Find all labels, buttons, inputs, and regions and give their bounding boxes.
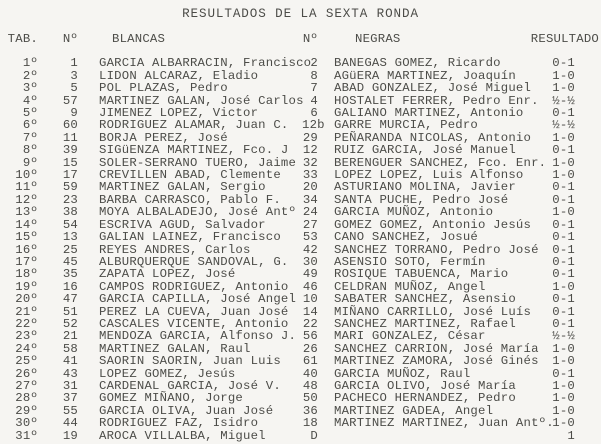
cell-black-player: MARTINEZ ZAMORA, José Ginés bbox=[334, 354, 539, 369]
cell-table-number: 4º bbox=[22, 93, 38, 108]
cell-black-number: 10 bbox=[302, 292, 318, 307]
cell-black-player: GALIANO MARTINEZ, Antonio bbox=[334, 106, 524, 121]
col-header-table: TAB. bbox=[7, 32, 38, 46]
cell-result: 0-1 bbox=[552, 304, 575, 319]
cell-table-number: 22º bbox=[15, 316, 38, 331]
cell-black-number: 6 bbox=[310, 106, 318, 121]
cell-white-number: 5 bbox=[70, 81, 78, 96]
cell-white-player: SOLER-SERRANO TUERO, Jaime bbox=[99, 155, 297, 170]
cell-white-player: JIMENEZ LOPEZ, Victor bbox=[99, 106, 259, 121]
cell-table-number: 25º bbox=[15, 354, 38, 369]
cell-black-number: 27 bbox=[302, 217, 318, 232]
cell-result: 1-0 bbox=[552, 68, 575, 83]
cell-table-number: 27º bbox=[15, 378, 38, 393]
cell-table-number: 9º bbox=[22, 155, 38, 170]
cell-white-number: 45 bbox=[62, 254, 78, 269]
cell-black-number: 18 bbox=[302, 416, 318, 431]
col-header-result: RESULTADO bbox=[530, 32, 599, 46]
cell-black-number: 49 bbox=[302, 267, 318, 282]
cell-white-number: 51 bbox=[62, 304, 78, 319]
table-row bbox=[0, 194, 601, 206]
cell-black-number: 24 bbox=[302, 205, 318, 220]
cell-black-player bbox=[334, 430, 521, 442]
cell-white-player: GARCIA CAPILLA, José Angel bbox=[99, 292, 297, 307]
cell-result: ½-½ bbox=[552, 93, 575, 108]
cell-black-number: 14 bbox=[302, 304, 318, 319]
table-row bbox=[0, 417, 601, 429]
cell-black-number: 46 bbox=[302, 279, 318, 294]
cell-result: 1 bbox=[567, 428, 575, 443]
cell-black-number: 56 bbox=[302, 329, 318, 344]
cell-result: 0-1 bbox=[552, 180, 575, 195]
table-row bbox=[0, 256, 601, 268]
cell-white-player: ESCRIVA AGUD, Salvador bbox=[99, 217, 266, 232]
cell-black-player: ASENSIO SOTO, Fermín bbox=[334, 254, 486, 269]
col-header-black-number: Nº bbox=[302, 32, 318, 46]
cell-black-number: 29 bbox=[302, 130, 318, 145]
cell-black-number: 2 bbox=[310, 56, 318, 71]
cell-white-number: 38 bbox=[62, 205, 78, 220]
table-row bbox=[0, 293, 601, 305]
cell-result: 1-0 bbox=[552, 155, 575, 170]
cell-table-number: 8º bbox=[22, 143, 38, 158]
cell-black-number: D bbox=[310, 428, 318, 443]
cell-white-number: 58 bbox=[62, 341, 78, 356]
results-body bbox=[0, 57, 601, 442]
cell-result: 1-0 bbox=[552, 378, 575, 393]
cell-result: 1-0 bbox=[552, 341, 575, 356]
cell-white-number: 47 bbox=[62, 292, 78, 307]
cell-black-player: SANCHEZ MARTINEZ, Rafael bbox=[334, 316, 516, 331]
results-header bbox=[0, 33, 601, 57]
cell-white-player: GARCIA OLIVA, Juan José bbox=[99, 403, 274, 418]
cell-result: 1-0 bbox=[552, 81, 575, 96]
cell-white-player: MARTINEZ GALAN, José Carlos bbox=[99, 93, 304, 108]
cell-result: 1-0 bbox=[552, 416, 575, 431]
cell-table-number: 2º bbox=[22, 68, 38, 83]
cell-black-player: ROSIQUE TABUENCA, Mario bbox=[334, 267, 509, 282]
cell-white-number: 55 bbox=[62, 403, 78, 418]
cell-black-player: PEÑARANDA NICOLAS, Antonio bbox=[334, 130, 532, 145]
cell-result: 0-1 bbox=[552, 143, 575, 158]
cell-result: 0-1 bbox=[552, 106, 575, 121]
cell-black-player: BANEGAS GOMEZ, Ricardo bbox=[334, 56, 501, 71]
cell-result: 0-1 bbox=[552, 192, 575, 207]
cell-table-number: 19º bbox=[15, 279, 38, 294]
cell-table-number: 14º bbox=[15, 217, 38, 232]
cell-white-player: BARBA CARRASCO, Pablo F. bbox=[99, 192, 281, 207]
cell-white-number: 60 bbox=[62, 118, 78, 133]
cell-result: 0-1 bbox=[552, 267, 575, 282]
cell-result: 0-1 bbox=[552, 242, 575, 257]
table-row bbox=[0, 318, 601, 330]
cell-result: 1-0 bbox=[552, 403, 575, 418]
cell-black-player: RUIZ GARCIA, José Manuel bbox=[334, 143, 516, 158]
cell-black-player: SANCHEZ CARRION, José María bbox=[334, 341, 539, 356]
cell-white-number: 11 bbox=[62, 130, 78, 145]
cell-black-number: 33 bbox=[302, 168, 318, 183]
cell-black-player: AGüERA MARTINEZ, Joaquín bbox=[334, 68, 516, 83]
cell-white-player: MARTINEZ GALAN, Sergio bbox=[99, 180, 266, 195]
cell-black-player: SANCHEZ TORRANO, Pedro José bbox=[334, 242, 539, 257]
cell-table-number: 16º bbox=[15, 242, 38, 257]
table-row bbox=[0, 119, 601, 131]
cell-white-player: SAORIN SAORIN, Juan Luis bbox=[99, 354, 281, 369]
cell-result: 1-0 bbox=[552, 354, 575, 369]
cell-black-number: 30 bbox=[302, 254, 318, 269]
cell-black-player: GARCIA OLIVO, José María bbox=[334, 378, 516, 393]
cell-table-number: 31º bbox=[15, 428, 38, 443]
cell-result: 1-0 bbox=[552, 130, 575, 145]
cell-white-player: BORJA PEREZ, José bbox=[99, 130, 228, 145]
col-header-white-number: Nº bbox=[62, 32, 78, 46]
cell-black-player: CANO SANCHEZ, Josué bbox=[334, 230, 479, 245]
cell-result: 0-1 bbox=[552, 56, 575, 71]
cell-white-player: GARCIA ALBARRACIN, Francisco bbox=[99, 56, 312, 71]
cell-black-player: SABATER SANCHEZ, Asensio bbox=[334, 292, 516, 307]
table-row bbox=[0, 330, 601, 342]
cell-white-player: ZAPATA LOPEZ, José bbox=[99, 267, 236, 282]
cell-table-number: 7º bbox=[22, 130, 38, 145]
col-header-whites: BLANCAS bbox=[112, 32, 166, 46]
cell-white-number: 16 bbox=[62, 279, 78, 294]
cell-white-number: 31 bbox=[62, 378, 78, 393]
cell-result: ½-½ bbox=[552, 329, 575, 344]
cell-black-number: 26 bbox=[302, 341, 318, 356]
table-row bbox=[0, 144, 601, 156]
cell-black-player: GOMEZ GOMEZ, Antonio Jesús bbox=[334, 217, 532, 232]
cell-white-player: GALIAN LAINEZ, Francisco bbox=[99, 230, 281, 245]
table-row bbox=[0, 57, 601, 69]
cell-table-number: 23º bbox=[15, 329, 38, 344]
cell-white-number: 37 bbox=[62, 391, 78, 406]
cell-white-number: 9 bbox=[70, 106, 78, 121]
cell-black-number: 50 bbox=[302, 391, 318, 406]
cell-table-number: 20º bbox=[15, 292, 38, 307]
cell-black-number: 8 bbox=[310, 68, 318, 83]
cell-white-player: GOMEZ MIÑANO, Jorge bbox=[99, 391, 244, 406]
cell-result: 0-1 bbox=[552, 230, 575, 245]
cell-black-player: CELDRAN MUÑOZ, Angel bbox=[334, 279, 486, 294]
cell-black-number: 32 bbox=[302, 155, 318, 170]
cell-white-player: REYES ANDRES, Carlos bbox=[99, 242, 251, 257]
table-row bbox=[0, 244, 601, 256]
cell-table-number: 18º bbox=[15, 267, 38, 282]
cell-white-player: CREVILLEN ABAD, Clemente bbox=[99, 168, 281, 183]
cell-result: 0-1 bbox=[552, 366, 575, 381]
table-row bbox=[0, 231, 601, 243]
cell-white-number: 57 bbox=[62, 93, 78, 108]
cell-white-player: MENDOZA GARCIA, Alfonso J. bbox=[99, 329, 297, 344]
cell-white-player: CASCALES VICENTE, Antonio bbox=[99, 316, 289, 331]
cell-black-player: ASTURIANO MOLINA, Javier bbox=[334, 180, 516, 195]
cell-table-number: 29º bbox=[15, 403, 38, 418]
cell-table-number: 6º bbox=[22, 118, 38, 133]
cell-table-number: 1º bbox=[22, 56, 38, 71]
cell-table-number: 11º bbox=[15, 180, 38, 195]
cell-white-number: 13 bbox=[62, 230, 78, 245]
cell-white-number: 25 bbox=[62, 242, 78, 257]
cell-white-number: 35 bbox=[62, 267, 78, 282]
cell-black-player: MIÑANO CARRILLO, José Luís bbox=[334, 304, 532, 319]
cell-black-number: 40 bbox=[302, 366, 318, 381]
cell-white-number: 52 bbox=[62, 316, 78, 331]
cell-white-player: LIDON ALCARAZ, Eladio bbox=[99, 68, 259, 83]
cell-black-number: 42 bbox=[302, 242, 318, 257]
cell-white-number: 3 bbox=[70, 68, 78, 83]
cell-table-number: 15º bbox=[15, 230, 38, 245]
cell-table-number: 28º bbox=[15, 391, 38, 406]
cell-white-number: 17 bbox=[62, 168, 78, 183]
cell-white-number: 19 bbox=[62, 428, 78, 443]
cell-table-number: 13º bbox=[15, 205, 38, 220]
cell-table-number: 10º bbox=[15, 168, 38, 183]
cell-white-number: 1 bbox=[70, 56, 78, 71]
cell-white-player: POL PLAZAS, Pedro bbox=[99, 81, 228, 96]
cell-table-number: 24º bbox=[15, 341, 38, 356]
cell-white-number: 15 bbox=[62, 155, 78, 170]
cell-table-number: 12º bbox=[15, 192, 38, 207]
cell-table-number: 30º bbox=[15, 416, 38, 431]
header-row bbox=[0, 33, 601, 57]
cell-black-player: GARCIA MUÑOZ, Antonio bbox=[334, 205, 494, 220]
table-row bbox=[0, 107, 601, 119]
cell-white-player: AROCA VILLALBA, Miguel bbox=[99, 428, 266, 443]
cell-black-number: 4 bbox=[310, 93, 318, 108]
cell-black-number: 7 bbox=[310, 81, 318, 96]
results-table bbox=[0, 33, 601, 442]
cell-result: ½-½ bbox=[552, 118, 575, 133]
cell-black-number: 53 bbox=[302, 230, 318, 245]
cell-result: 0-1 bbox=[552, 254, 575, 269]
cell-white-number: 39 bbox=[62, 143, 78, 158]
page-title: RESULTADOS DE LA SEXTA RONDA bbox=[182, 7, 419, 21]
cell-black-number: 12b bbox=[302, 118, 325, 133]
cell-white-player: LOPEZ GOMEZ, Jesús bbox=[99, 366, 236, 381]
col-header-blacks: NEGRAS bbox=[355, 32, 401, 46]
cell-black-number: 61 bbox=[302, 354, 318, 369]
cell-table-number: 21º bbox=[15, 304, 38, 319]
cell-black-player: SANTA PUCHE, Pedro José bbox=[334, 192, 509, 207]
cell-black-player: MARI GONZALEZ, César bbox=[334, 329, 486, 344]
cell-white-player: PEREZ LA CUEVA, Juan José bbox=[99, 304, 289, 319]
table-row bbox=[0, 392, 601, 404]
cell-white-number: 21 bbox=[62, 329, 78, 344]
cell-result: 1-0 bbox=[552, 168, 575, 183]
cell-result: 1-0 bbox=[552, 205, 575, 220]
table-row bbox=[0, 181, 601, 193]
cell-white-player: CAMPOS RODRIGUEZ, Antonio bbox=[99, 279, 289, 294]
cell-white-player: MOYA ALBALADEJO, José Antº bbox=[99, 205, 297, 220]
cell-black-number: 36 bbox=[302, 403, 318, 418]
cell-black-number: 22 bbox=[302, 316, 318, 331]
cell-white-number: 44 bbox=[62, 416, 78, 431]
cell-black-number: 12 bbox=[302, 143, 318, 158]
cell-white-player: ALBURQUERQUE SANDOVAL, G. bbox=[99, 254, 289, 269]
table-row bbox=[0, 430, 601, 442]
table-row bbox=[0, 206, 601, 218]
cell-black-number: 34 bbox=[302, 192, 318, 207]
cell-table-number: 3º bbox=[22, 81, 38, 96]
table-row bbox=[0, 82, 601, 94]
cell-black-number: 20 bbox=[302, 180, 318, 195]
cell-white-number: 41 bbox=[62, 354, 78, 369]
cell-white-player: CARDENAL GARCIA, José V. bbox=[99, 378, 281, 393]
cell-table-number: 26º bbox=[15, 366, 38, 381]
cell-black-player: MARTINEZ MARTINEZ, Juan Antº. bbox=[334, 416, 554, 431]
cell-result: 0-1 bbox=[552, 217, 575, 232]
cell-white-number: 43 bbox=[62, 366, 78, 381]
cell-white-player: MARTINEZ GALAN, Raul bbox=[99, 341, 251, 356]
cell-black-player: HOSTALET FERRER, Pedro Enr. bbox=[334, 93, 539, 108]
table-row bbox=[0, 219, 601, 231]
cell-black-player: LOPEZ LOPEZ, Luis Alfonso bbox=[334, 168, 524, 183]
cell-result: 0-1 bbox=[552, 316, 575, 331]
cell-black-player: GARRE MURCIA, Pedro bbox=[334, 118, 479, 133]
cell-result: 1-0 bbox=[552, 279, 575, 294]
cell-white-number: 59 bbox=[62, 180, 78, 195]
cell-white-player: RODRIGUEZ ALAMAR, Juan C. bbox=[99, 118, 289, 133]
cell-white-player: SIGüENZA MARTINEZ, Fco. J bbox=[99, 143, 289, 158]
cell-black-number: 48 bbox=[302, 378, 318, 393]
cell-table-number: 17º bbox=[15, 254, 38, 269]
table-row bbox=[0, 268, 601, 280]
cell-black-player: GARCIA MUÑOZ, Raul bbox=[334, 366, 471, 381]
cell-white-player: RODRIGUEZ FAZ, Isidro bbox=[99, 416, 259, 431]
cell-white-number: 54 bbox=[62, 217, 78, 232]
cell-table-number: 5º bbox=[22, 106, 38, 121]
cell-result: 0-1 bbox=[552, 292, 575, 307]
table-row bbox=[0, 355, 601, 367]
cell-black-player: BERENGUER SANCHEZ, Fco. Enr. bbox=[334, 155, 547, 170]
cell-black-player: PACHECO HERNANDEZ, Pedro bbox=[334, 391, 516, 406]
cell-black-player: MARTINEZ GADEA, Angel bbox=[334, 403, 494, 418]
cell-white-number: 23 bbox=[62, 192, 78, 207]
cell-black-player: ABAD GONZALEZ, José Miguel bbox=[334, 81, 532, 96]
cell-result: 1-0 bbox=[552, 391, 575, 406]
